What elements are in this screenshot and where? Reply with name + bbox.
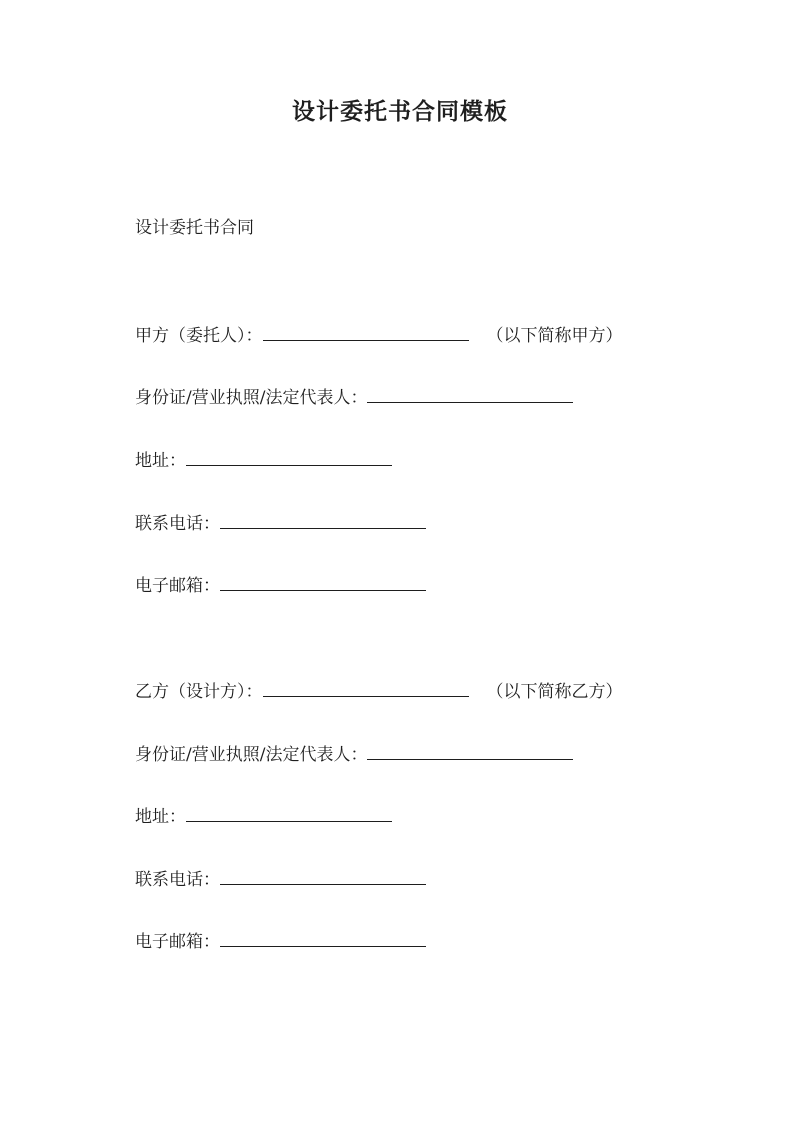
party-a-phone-line	[135, 511, 426, 536]
party-a-phone-label: 联系电话：	[135, 514, 220, 534]
party-a-id-label: 身份证/营业执照/法定代表人：	[135, 388, 368, 408]
party-a-name-blank[interactable]	[263, 323, 469, 341]
party-b-address-label: 地址：	[135, 807, 186, 827]
party-b-line	[135, 679, 623, 704]
party-a-address-blank[interactable]	[186, 448, 392, 466]
party-b-phone-line	[135, 867, 426, 892]
party-a-label: 甲方（委托人）：	[135, 326, 263, 346]
party-a-email-label: 电子邮箱：	[135, 576, 220, 596]
party-b-email-blank[interactable]	[220, 929, 426, 947]
party-a-address-label: 地址：	[135, 451, 186, 471]
party-a-email-line	[135, 573, 426, 598]
party-b-address-line	[135, 804, 392, 829]
party-a-suffix: （以下简称甲方）	[486, 326, 623, 346]
document-title: 设计委托书合同模板	[292, 98, 508, 125]
party-b-phone-label: 联系电话：	[135, 870, 220, 890]
party-a-line	[135, 323, 623, 348]
party-b-email-line	[135, 929, 426, 954]
party-b-id-blank[interactable]	[367, 742, 573, 760]
party-b-name-blank[interactable]	[263, 679, 469, 697]
party-b-email-label: 电子邮箱：	[135, 932, 220, 952]
party-a-id-line	[135, 385, 573, 410]
party-a-phone-blank[interactable]	[220, 511, 426, 529]
party-b-address-blank[interactable]	[186, 804, 392, 822]
party-a-id-blank[interactable]	[367, 385, 573, 403]
party-a-address-line	[135, 448, 392, 473]
party-b-suffix: （以下简称乙方）	[486, 682, 623, 702]
party-b-label: 乙方（设计方）：	[135, 682, 263, 702]
party-a-email-blank[interactable]	[220, 573, 426, 591]
party-b-id-label: 身份证/营业执照/法定代表人：	[135, 745, 368, 765]
party-b-phone-blank[interactable]	[220, 867, 426, 885]
contract-subtitle: 设计委托书合同	[135, 218, 254, 238]
party-b-id-line	[135, 742, 573, 767]
